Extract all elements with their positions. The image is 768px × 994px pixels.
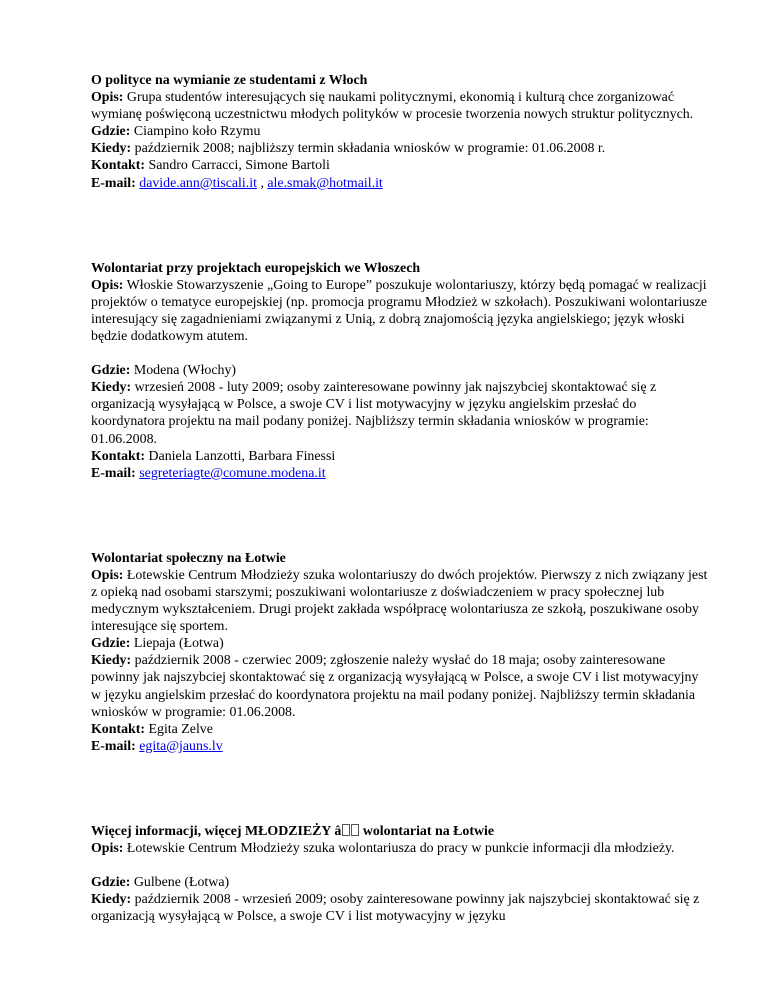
entry-contact [91, 448, 711, 465]
kiedy-text: październik 2008 - czerwiec 2009; zgłoszenie należy wysłać do 18 maja; osoby zainteresowane powinny jak najszybciej skontaktować się z organizacją wysyłającą w Polsce, a swoje CV i list motywacyjny w języku angielskim przesłać do koordynatora projektu na mail podany poniżej. Najbliższy termin składania wniosków w programie: 01.06.2008. [91, 653, 699, 720]
document-page [91, 72, 711, 925]
missing-glyph-icon [342, 824, 350, 836]
entry-email [91, 738, 711, 755]
entry-location [91, 635, 711, 652]
email-label: E-mail: [91, 175, 136, 191]
email-separator: , [256, 175, 268, 191]
spacer [91, 755, 711, 823]
kiedy-label: Kiedy: [91, 892, 132, 908]
entry-contact [91, 157, 711, 174]
entry-location [91, 874, 711, 891]
email-link[interactable]: ale.smak@hotmail.it [267, 175, 383, 191]
entry-title [91, 823, 711, 840]
spacer [91, 857, 711, 874]
kiedy-text: wrzesień 2008 - luty 2009; osoby zainteresowane powinny jak najszybciej skontaktować się z organizacją wysyłającą w Polsce, a swoje CV i list motywacyjny w języku angielskim przesłać do koordynatora projektu na mail podany poniżej. Najbliższy termin składania wniosków w programie: 01.06.2008. [91, 380, 657, 447]
kontakt-text: Egita Zelve [148, 721, 213, 737]
email-label: E-mail: [91, 465, 136, 481]
email-link[interactable]: egita@jauns.lv [139, 738, 223, 754]
entry-title: Wolontariat przy projektach europejskich we Włoszech [91, 260, 421, 276]
entry-contact [91, 721, 711, 738]
kiedy-label: Kiedy: [91, 380, 132, 396]
opis-label: Opis: [91, 841, 124, 856]
entry-description [91, 840, 711, 857]
opis-label: Opis: [91, 567, 124, 583]
kiedy-label: Kiedy: [91, 653, 132, 669]
kiedy-label: Kiedy: [91, 141, 132, 157]
entry-youth-info-latvia [91, 823, 711, 925]
entry-european-projects-italy [91, 260, 711, 482]
opis-text: Łotewskie Centrum Młodzieży szuka wolontariusza do pracy w punkcie informacji dla młodzieży. [126, 841, 675, 856]
gdzie-label: Gdzie: [91, 875, 131, 891]
entry-email [91, 465, 711, 482]
kiedy-text: październik 2008 - wrzesień 2009; osoby zainteresowane powinny jak najszybciej skontaktować się z organizacją wysyłającą w Polsce, a swoje CV i list motywacyjny w języku [91, 892, 700, 925]
opis-text: Łotewskie Centrum Młodzieży szuka wolontariuszy do dwóch projektów. Pierwszy z nich związany jest z opieką nad osobami starszymi; poszukiwani wolontariusze z doświadczeniem w pracy społecznej lub medycznym wykształceniem. Drugi projekt zakłada współpracę wolontariusza ze szkołą, poszukiwane osoby interesujące się sportem. [91, 567, 708, 635]
entry-description [91, 89, 711, 123]
kontakt-label: Kontakt: [91, 158, 146, 174]
title-part-2: wolontariat na Łotwie [359, 823, 495, 839]
kontakt-text: Sandro Carracci, Simone Bartoli [148, 158, 330, 174]
opis-label: Opis: [91, 90, 124, 106]
opis-label: Opis: [91, 277, 124, 293]
kiedy-text: październik 2008; najbliższy termin składania wniosków w programie: 01.06.2008 r. [134, 141, 606, 157]
gdzie-label: Gdzie: [91, 124, 131, 140]
gdzie-text: Modena (Włochy) [133, 363, 237, 379]
entry-location [91, 123, 711, 140]
opis-text: Grupa studentów interesujących się naukami politycznymi, ekonomią i kulturą chce zorganizować wymianę poświęconą uczestnictwu młodych polityków w procesie tworzenia nowych struktur politycznych. [91, 90, 694, 123]
gdzie-label: Gdzie: [91, 363, 131, 379]
entry-title: Wolontariat społeczny na Łotwie [91, 550, 286, 566]
entry-when [91, 379, 711, 447]
entry-when [91, 140, 711, 157]
kontakt-label: Kontakt: [91, 448, 146, 464]
entry-title: O polityce na wymianie ze studentami z Włoch [91, 73, 368, 88]
entry-when [91, 891, 711, 925]
gdzie-text: Gulbene (Łotwa) [133, 875, 230, 891]
email-link[interactable]: davide.ann@tiscali.it [139, 175, 257, 191]
entry-social-volunteering-latvia [91, 550, 711, 755]
kontakt-label: Kontakt: [91, 721, 146, 737]
spacer [91, 192, 711, 260]
entry-description [91, 277, 711, 345]
entry-email [91, 175, 711, 192]
gdzie-text: Liepaja (Łotwa) [133, 636, 224, 652]
gdzie-text: Ciampino koło Rzymu [133, 124, 261, 140]
entry-politics-exchange-italy [91, 72, 711, 192]
email-link[interactable]: segreteriagte@comune.modena.it [139, 465, 326, 481]
title-part-1: Więcej informacji, więcej MŁODZIEŻY â [91, 823, 342, 839]
entry-location [91, 362, 711, 379]
kontakt-text: Daniela Lanzotti, Barbara Finessi [148, 448, 336, 464]
email-label: E-mail: [91, 738, 136, 754]
entry-description [91, 567, 711, 635]
entry-when [91, 652, 711, 720]
spacer [91, 482, 711, 550]
opis-text: Włoskie Stowarzyszenie „Going to Europe” poszukuje wolontariuszy, którzy będą pomagać w realizacji projektów o tematyce europejskiej (np. promocja programu Młodzież w szkołach). Poszukiwani wolontariusze interesujący się zagadnieniami związanymi z Unią, z dobrą znajomością języka angielskiego; język włoski będzie dodatkowym atutem. [91, 277, 708, 345]
spacer [91, 345, 711, 362]
gdzie-label: Gdzie: [91, 636, 131, 652]
